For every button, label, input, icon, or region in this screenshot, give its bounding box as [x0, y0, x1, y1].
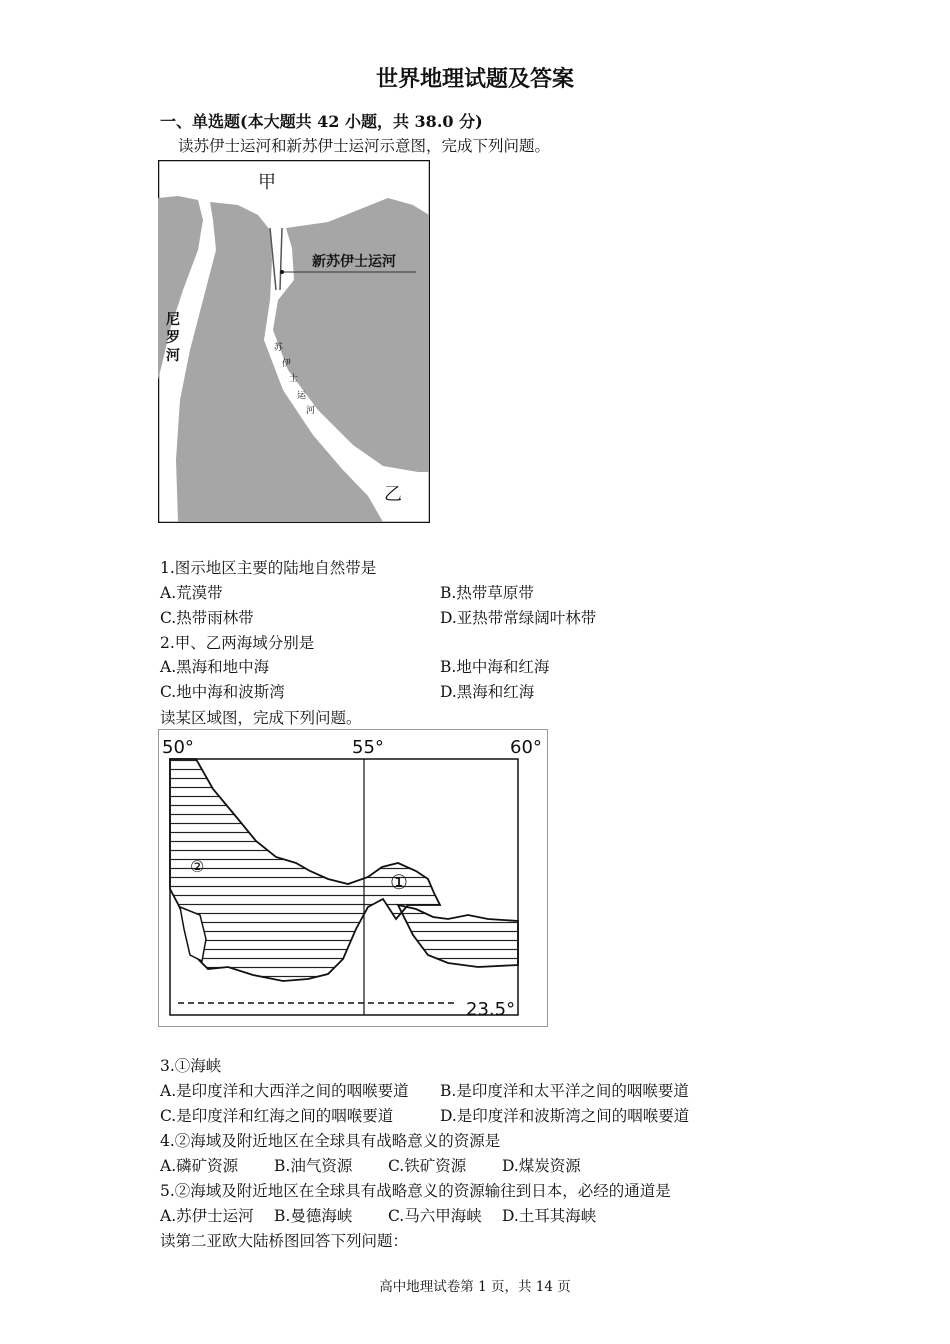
q2-option-c: C.地中海和波斯湾: [160, 683, 285, 701]
q2-stem: 2.甲、乙两海域分别是: [160, 634, 315, 652]
q2-option-a: A.黑海和地中海: [160, 658, 270, 676]
map1-label-yi: 乙: [384, 484, 402, 505]
map2-label-mark-1: ①: [390, 870, 408, 894]
region-map: [158, 729, 548, 1027]
q3-option-b: B.是印度洋和太平洋之间的咽喉要道: [440, 1082, 689, 1100]
map1-label-jia: 甲: [258, 172, 276, 193]
map2-label-lon-50: 50°: [162, 737, 194, 758]
q5-option-a: A.苏伊士运河: [160, 1207, 254, 1225]
map1-label-nile-3: 河: [166, 348, 180, 364]
q4-option-a: A.磷矿资源: [160, 1157, 239, 1175]
q1-option-b: B.热带草原带: [440, 584, 534, 602]
page-footer: 高中地理试卷第 1 页，共 14 页: [379, 1279, 571, 1295]
q1-option-a: A.荒漠带: [160, 584, 223, 602]
q4-stem: 4.②海域及附近地区在全球具有战略意义的资源是: [160, 1132, 501, 1150]
map1-label-canal-2: 伊: [282, 359, 292, 369]
map1-label-nile-1: 尼: [166, 312, 180, 328]
q4-option-c: C.铁矿资源: [388, 1157, 467, 1175]
group3-intro: 读第二亚欧大陆桥图回答下列问题：: [160, 1232, 409, 1250]
q4-option-d: D.煤炭资源: [502, 1157, 581, 1175]
document-title: 世界地理试题及答案: [375, 66, 574, 92]
section-heading: 一、单选题(本大题共 42 小题，共 38.0 分): [160, 112, 483, 131]
q3-option-a: A.是印度洋和大西洋之间的咽喉要道: [160, 1082, 409, 1100]
q2-option-b: B.地中海和红海: [440, 658, 550, 676]
suez-canal-map: [158, 160, 430, 523]
q3-option-c: C.是印度洋和红海之间的咽喉要道: [160, 1107, 394, 1125]
map2-label-lon-55: 55°: [352, 737, 384, 758]
map1-label-canal-1: 苏: [274, 343, 284, 353]
group2-intro: 读某区域图，完成下列问题。: [160, 709, 362, 727]
q1-option-d: D.亚热带常绿阔叶林带: [440, 609, 597, 627]
group1-intro: 读苏伊士运河和新苏伊士运河示意图，完成下列问题。: [178, 137, 551, 155]
q3-stem: 3.①海峡: [160, 1057, 222, 1075]
q5-option-c: C.马六甲海峡: [388, 1207, 482, 1225]
q5-option-d: D.土耳其海峡: [502, 1207, 597, 1225]
map1-label-canal-3: 士: [289, 374, 299, 384]
q5-stem: 5.②海域及附近地区在全球具有战略意义的资源输往到日本，必经的通道是: [160, 1182, 671, 1200]
q5-option-b: B.曼德海峡: [274, 1207, 353, 1225]
map1-label-canal-5: 河: [306, 406, 316, 416]
q1-stem: 1.图示地区主要的陆地自然带是: [160, 559, 377, 577]
q4-option-b: B.油气资源: [274, 1157, 353, 1175]
q1-option-c: C.热带雨林带: [160, 609, 254, 627]
map2-label-lat: 23.5°: [466, 999, 516, 1020]
map1-label-new-canal: 新苏伊士运河: [312, 254, 396, 270]
q3-option-d: D.是印度洋和波斯湾之间的咽喉要道: [440, 1107, 690, 1125]
map1-label-nile-2: 罗: [166, 330, 180, 346]
map2-label-lon-60: 60°: [510, 737, 542, 758]
map2-label-mark-2: ②: [190, 857, 205, 876]
q2-option-d: D.黑海和红海: [440, 683, 535, 701]
map1-label-canal-4: 运: [297, 391, 307, 401]
